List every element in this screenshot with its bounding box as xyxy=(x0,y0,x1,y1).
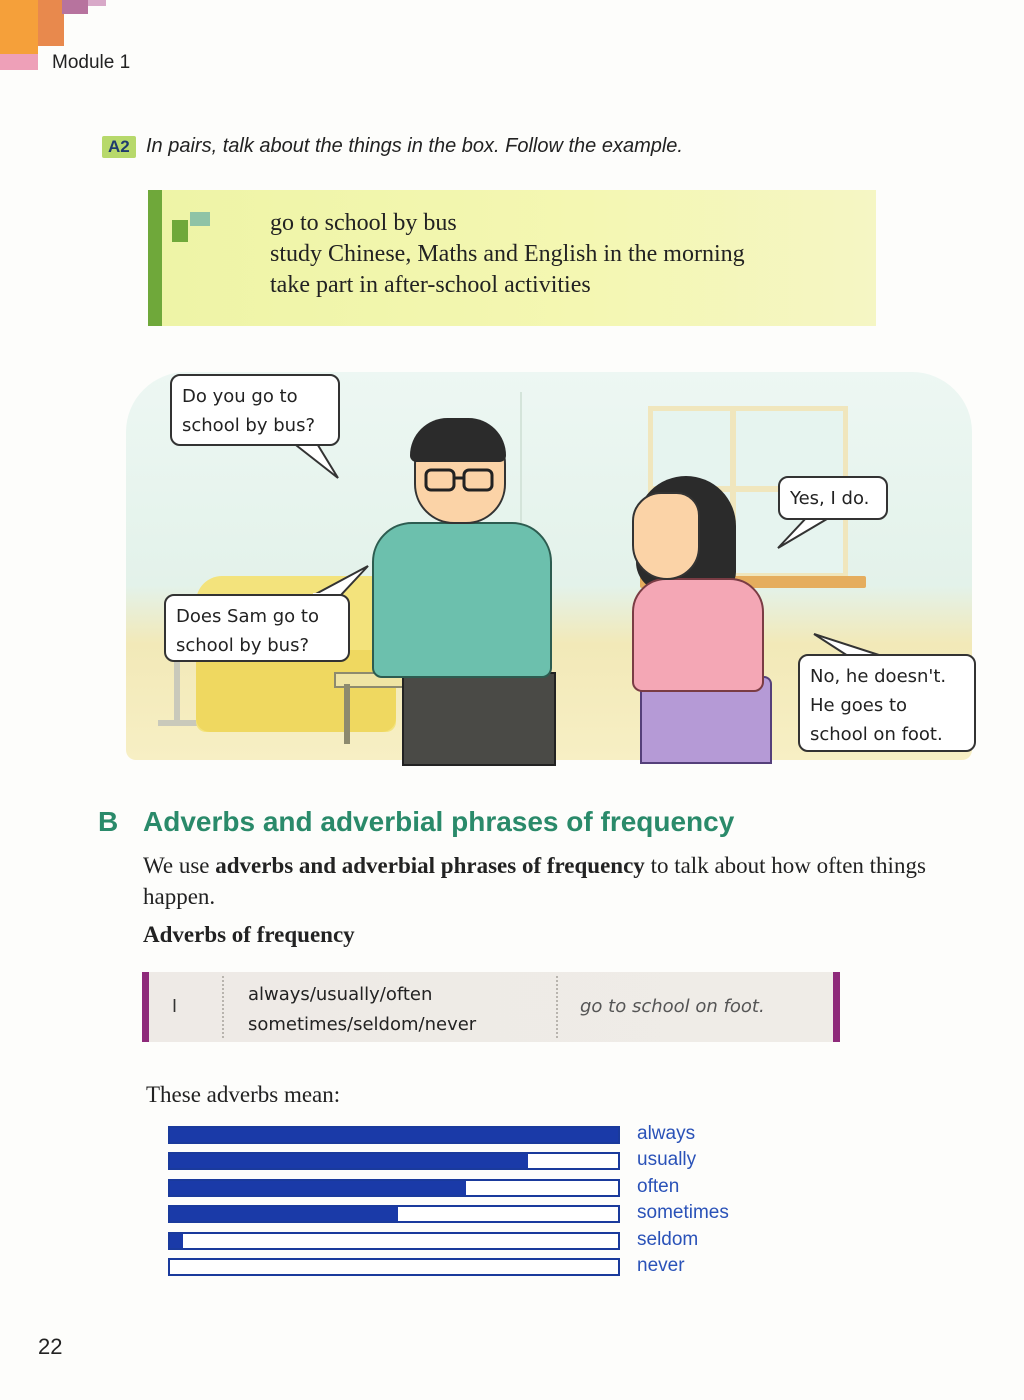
paragraph-text: to talk about how often things happen. xyxy=(143,853,926,909)
paragraph-emphasis: adverbs and adverbial phrases of frequency xyxy=(215,853,645,878)
frequency-label: sometimes xyxy=(637,1202,729,1223)
frequency-bar-never xyxy=(168,1258,620,1276)
frequency-bar-usually xyxy=(168,1152,620,1170)
coffee-table xyxy=(344,684,350,744)
bubble-text: Yes, I do. xyxy=(790,488,870,509)
phrase-item: study Chinese, Maths and English in the morning xyxy=(270,241,745,267)
girl-figure xyxy=(632,492,700,580)
man-figure xyxy=(372,522,552,678)
frequency-fill xyxy=(170,1154,528,1168)
phrase-list xyxy=(270,208,745,301)
speech-bubble xyxy=(164,594,350,662)
table-divider xyxy=(222,976,224,1038)
frequency-bar-sometimes xyxy=(168,1205,620,1223)
speech-bubble-tail xyxy=(290,440,344,482)
corner-decoration xyxy=(38,0,64,46)
corner-decoration xyxy=(62,0,88,14)
man-figure xyxy=(402,672,556,766)
table-edge xyxy=(833,972,840,1042)
corner-decoration xyxy=(0,54,38,70)
adverb-line: always/usually/often xyxy=(248,984,433,1005)
bubble-text: He goes to xyxy=(810,695,908,716)
frequency-label: seldom xyxy=(637,1229,699,1250)
frequency-label: often xyxy=(637,1176,680,1197)
bubble-text: Do you go to xyxy=(182,386,298,407)
paragraph-text: We use xyxy=(143,853,216,878)
frequency-bar-seldom xyxy=(168,1232,620,1250)
girl-figure xyxy=(632,578,764,692)
meaning-intro: These adverbs mean: xyxy=(146,1082,341,1107)
section-letter: B xyxy=(98,806,119,837)
sofa-seat xyxy=(196,650,396,732)
page-number: 22 xyxy=(38,1334,63,1359)
bubble-text: No, he doesn't. xyxy=(810,666,947,687)
frequency-fill xyxy=(170,1181,466,1195)
module-label: Module 1 xyxy=(52,52,131,73)
section-title: Adverbs and adverbial phrases of frequency xyxy=(143,806,735,837)
frequency-fill xyxy=(170,1128,618,1142)
frequency-bar-often xyxy=(168,1179,620,1197)
speech-bubble-tail xyxy=(310,564,374,598)
speech-bubble xyxy=(798,654,976,752)
activity-badge: A2 xyxy=(102,136,136,158)
activity-instruction: In pairs, talk about the things in the box. Follow the example. xyxy=(146,135,683,157)
frequency-bar-always xyxy=(168,1126,620,1144)
table-adverbs xyxy=(248,980,476,1040)
speech-bubble xyxy=(778,476,888,520)
section-paragraph xyxy=(143,850,943,912)
subheading: Adverbs of frequency xyxy=(143,922,355,947)
lamp xyxy=(158,720,198,726)
bubble-text: Does Sam go to xyxy=(176,606,319,627)
frequency-fill xyxy=(170,1207,398,1221)
frequency-fill xyxy=(170,1234,183,1248)
bubble-text: school by bus? xyxy=(182,415,315,436)
table-predicate: go to school on foot. xyxy=(580,996,765,1017)
glasses-icon xyxy=(424,468,494,494)
frequency-label: never xyxy=(637,1255,685,1276)
corner-decoration xyxy=(88,0,106,6)
phrase-box-square xyxy=(172,220,188,242)
speech-bubble xyxy=(170,374,340,446)
phrase-box-square xyxy=(190,212,210,226)
table-divider xyxy=(556,976,558,1038)
phrase-item: take part in after-school activities xyxy=(270,272,591,298)
bubble-text: school by bus? xyxy=(176,635,309,656)
table-edge xyxy=(142,972,149,1042)
bubble-text: school on foot. xyxy=(810,724,943,745)
adverb-line: sometimes/seldom/never xyxy=(248,1014,477,1035)
phrase-item: go to school by bus xyxy=(270,210,457,236)
phrase-box-bar xyxy=(148,190,162,326)
frequency-label: usually xyxy=(637,1149,697,1170)
frequency-label: always xyxy=(637,1123,696,1144)
table-subject: I xyxy=(172,996,178,1016)
